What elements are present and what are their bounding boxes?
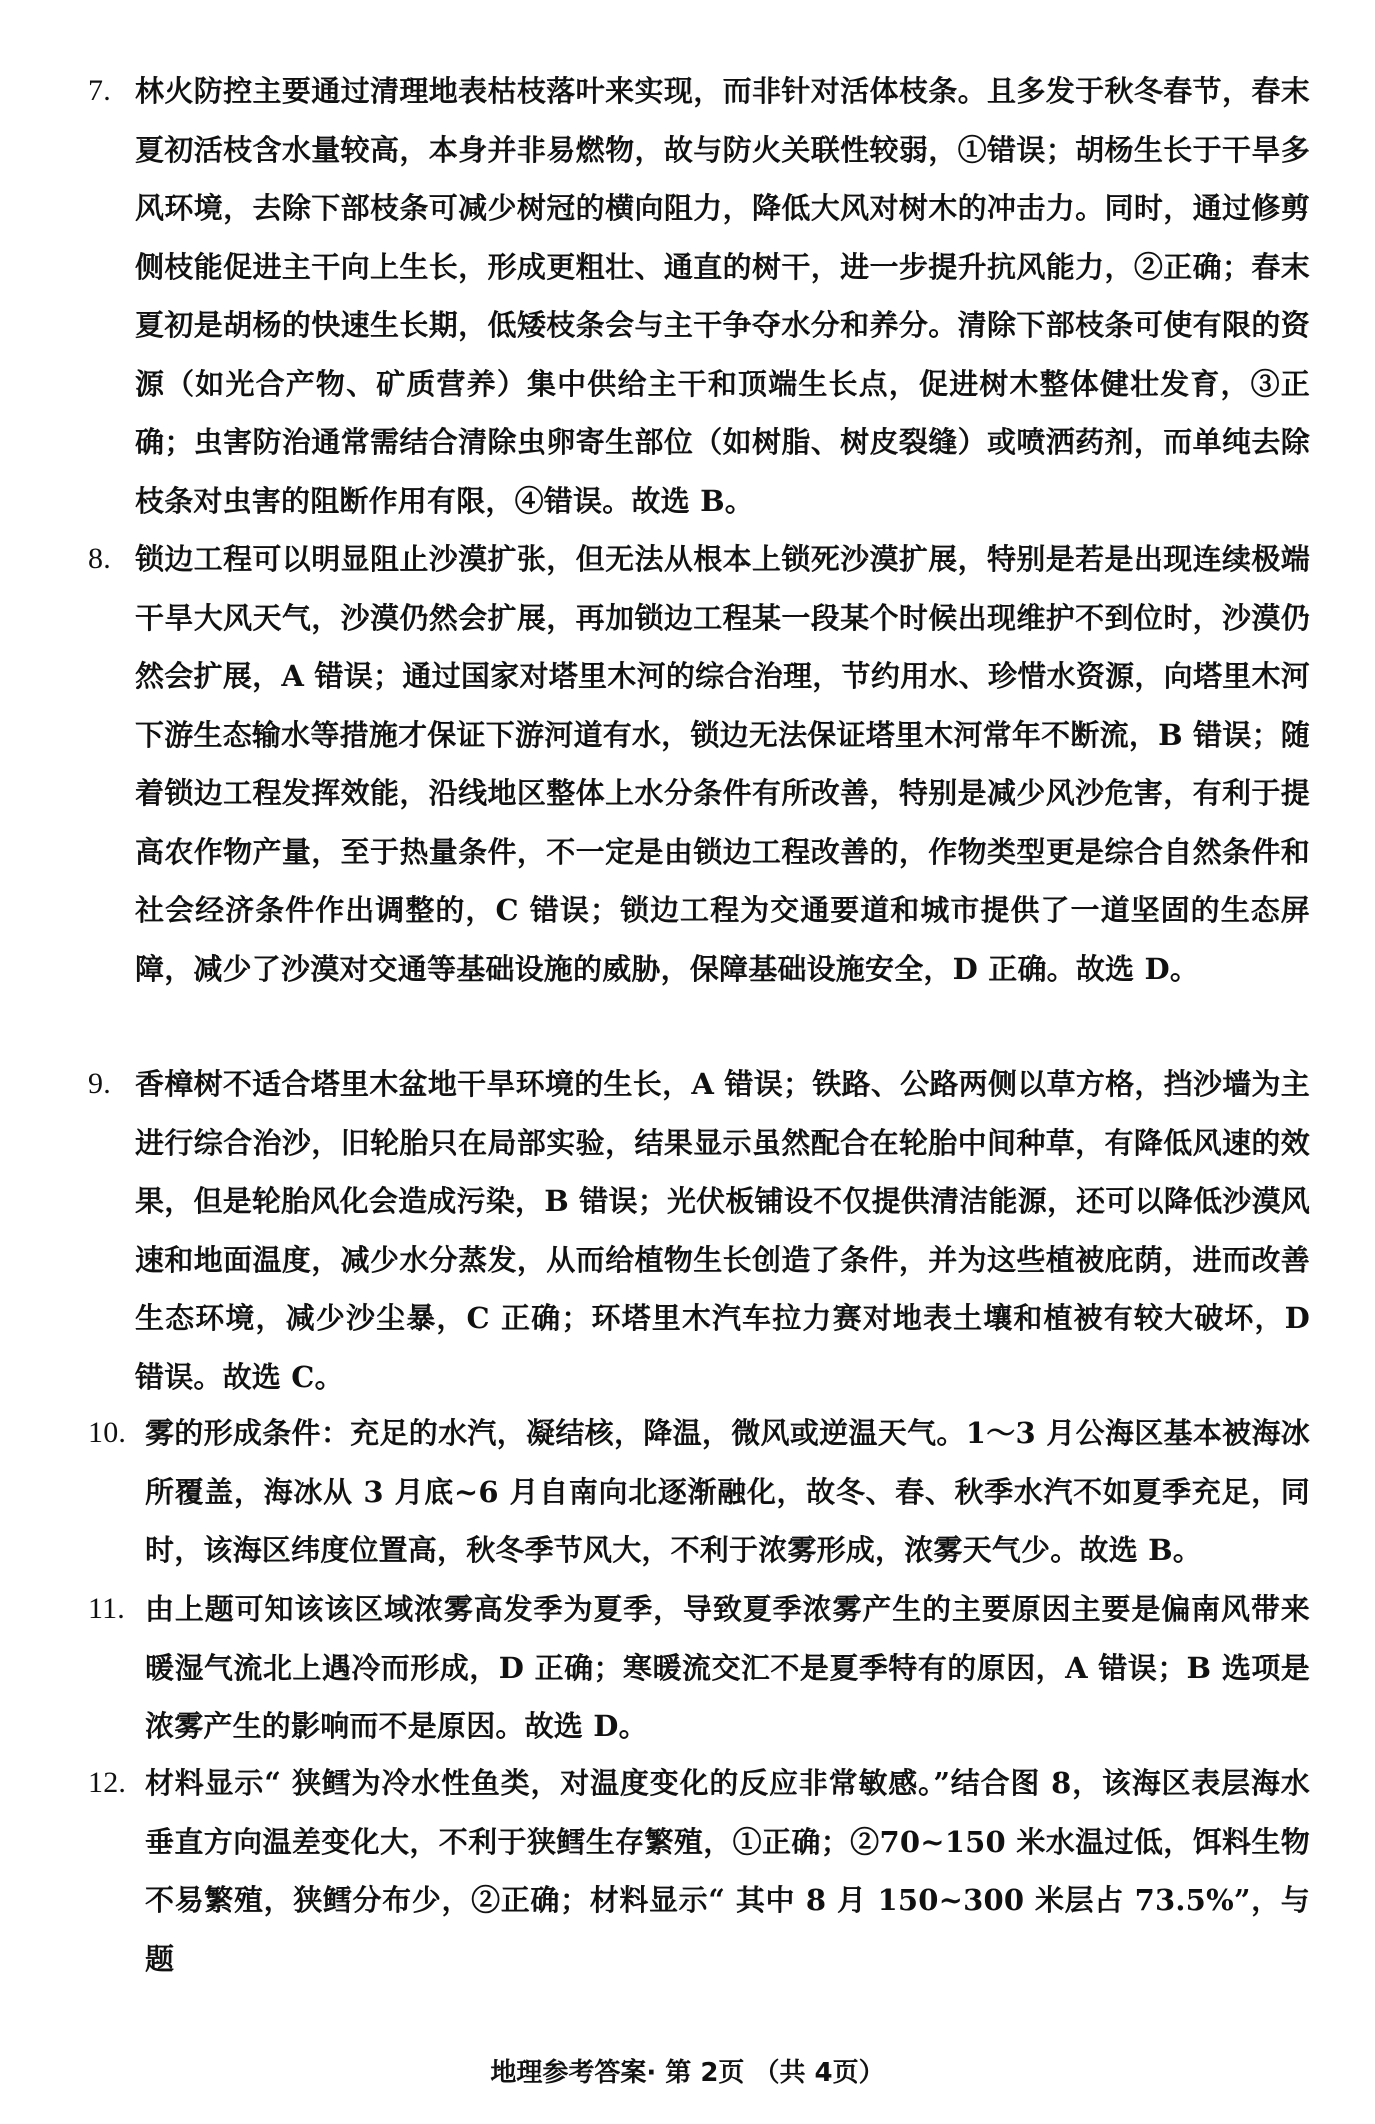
answer-item-9 <box>88 1055 1310 1406</box>
answer-text: 林火防控主要通过清理地表枯枝落叶来实现，而非针对活体枝条。且多发于秋冬春节，春末夏初活枝含水量较高，本身并非易燃物，故与防火关联性较弱，①错误；胡杨生长于干旱多风环境，去除下部枝条可减少树冠的横向阻力，降低大风对树木的冲击力。同时，通过修剪侧枝能促进主干向上生长，形成更粗壮、通直的树干，进一步提升抗风能力，②正确；春末夏初是胡杨的快速生长期，低矮枝条会与主干争夺水分和养分。清除下部枝条可使有限的资源（如光合产物、矿质营养）集中供给主干和顶端生长点，促进树木整体健壮发育，③正确；虫害防治通常需结合清除虫卵寄生部位（如树脂、树皮裂缝）或喷洒药剂，而单纯去除枝条对虫害的阻断作用有限，④错误。故选 B。 <box>135 74 1310 518</box>
answer-item-7 <box>88 62 1310 530</box>
page-footer: 地理参考答案· 第 2页 （共 4页） <box>490 2058 885 2088</box>
answer-text: 香樟树不适合塔里木盆地干旱环境的生长，A 错误；铁路、公路两侧以草方格，挡沙墙为主进行综合治沙，旧轮胎只在局部实验，结果显示虽然配合在轮胎中间种草，有降低风速的效果，但是轮胎风化会造成污染，B 错误；光伏板铺设不仅提供清洁能源，还可以降低沙漠风速和地面温度，减少水分蒸发，从而给植物生长创造了条件，并为这些植被庇荫，进而改善生态环境，减少沙尘暴，C 正确；环塔里木汽车拉力赛对地表土壤和植被有较大破坏，D 错误。故选 C。 <box>135 1067 1310 1394</box>
answer-number: 12. <box>88 1766 127 1799</box>
answer-number: 7. <box>88 74 111 107</box>
answer-text: 材料显示“ 狭鳕为冷水性鱼类，对温度变化的反应非常敏感。”结合图 8，该海区表层海水垂直方向温差变化大，不利于狭鳕生存繁殖，①正确；②70~150 米水温过低，饵料生物不易繁殖，狭鳕分布少，②正确；材料显示“ 其中 8 月 150~300 米层占 73.5%”，与题 <box>145 1766 1310 1976</box>
answer-item-11 <box>88 1580 1310 1756</box>
answer-item-12 <box>88 1754 1310 1988</box>
answer-number: 10. <box>88 1416 127 1449</box>
answer-text: 锁边工程可以明显阻止沙漠扩张，但无法从根本上锁死沙漠扩展，特别是若是出现连续极端干旱大风天气，沙漠仍然会扩展，再加锁边工程某一段某个时候出现维护不到位时，沙漠仍然会扩展，A 错误；通过国家对塔里木河的综合治理，节约用水、珍惜水资源，向塔里木河下游生态输水等措施才保证下游河道有水，锁边无法保证塔里木河常年不断流，B 错误；随着锁边工程发挥效能，沿线地区整体上水分条件有所改善，特别是减少风沙危害，有利于提高农作物产量，至于热量条件，不一定是由锁边工程改善的，作物类型更是综合自然条件和社会经济条件作出调整的，C 错误；锁边工程为交通要道和城市提供了一道坚固的生态屏障，减少了沙漠对交通等基础设施的威胁，保障基础设施安全，D 正确。故选 D。 <box>135 542 1310 986</box>
answer-item-10 <box>88 1404 1310 1580</box>
answer-number: 8. <box>88 542 111 575</box>
answer-item-8 <box>88 530 1310 998</box>
answer-text: 由上题可知该该区域浓雾高发季为夏季，导致夏季浓雾产生的主要原因主要是偏南风带来暖湿气流北上遇冷而形成，D 正确；寒暖流交汇不是夏季特有的原因，A 错误；B 选项是浓雾产生的影响而不是原因。故选 D。 <box>145 1592 1310 1743</box>
answer-number: 11. <box>88 1592 125 1625</box>
answer-text: 雾的形成条件：充足的水汽，凝结核，降温，微风或逆温天气。1～3 月公海区基本被海冰所覆盖，海冰从 3 月底~6 月自南向北逐渐融化，故冬、春、秋季水汽不如夏季充足，同时，该海区纬度位置高，秋冬季节风大，不利于浓雾形成，浓雾天气少。故选 B。 <box>145 1416 1310 1567</box>
answer-number: 9. <box>88 1067 111 1100</box>
